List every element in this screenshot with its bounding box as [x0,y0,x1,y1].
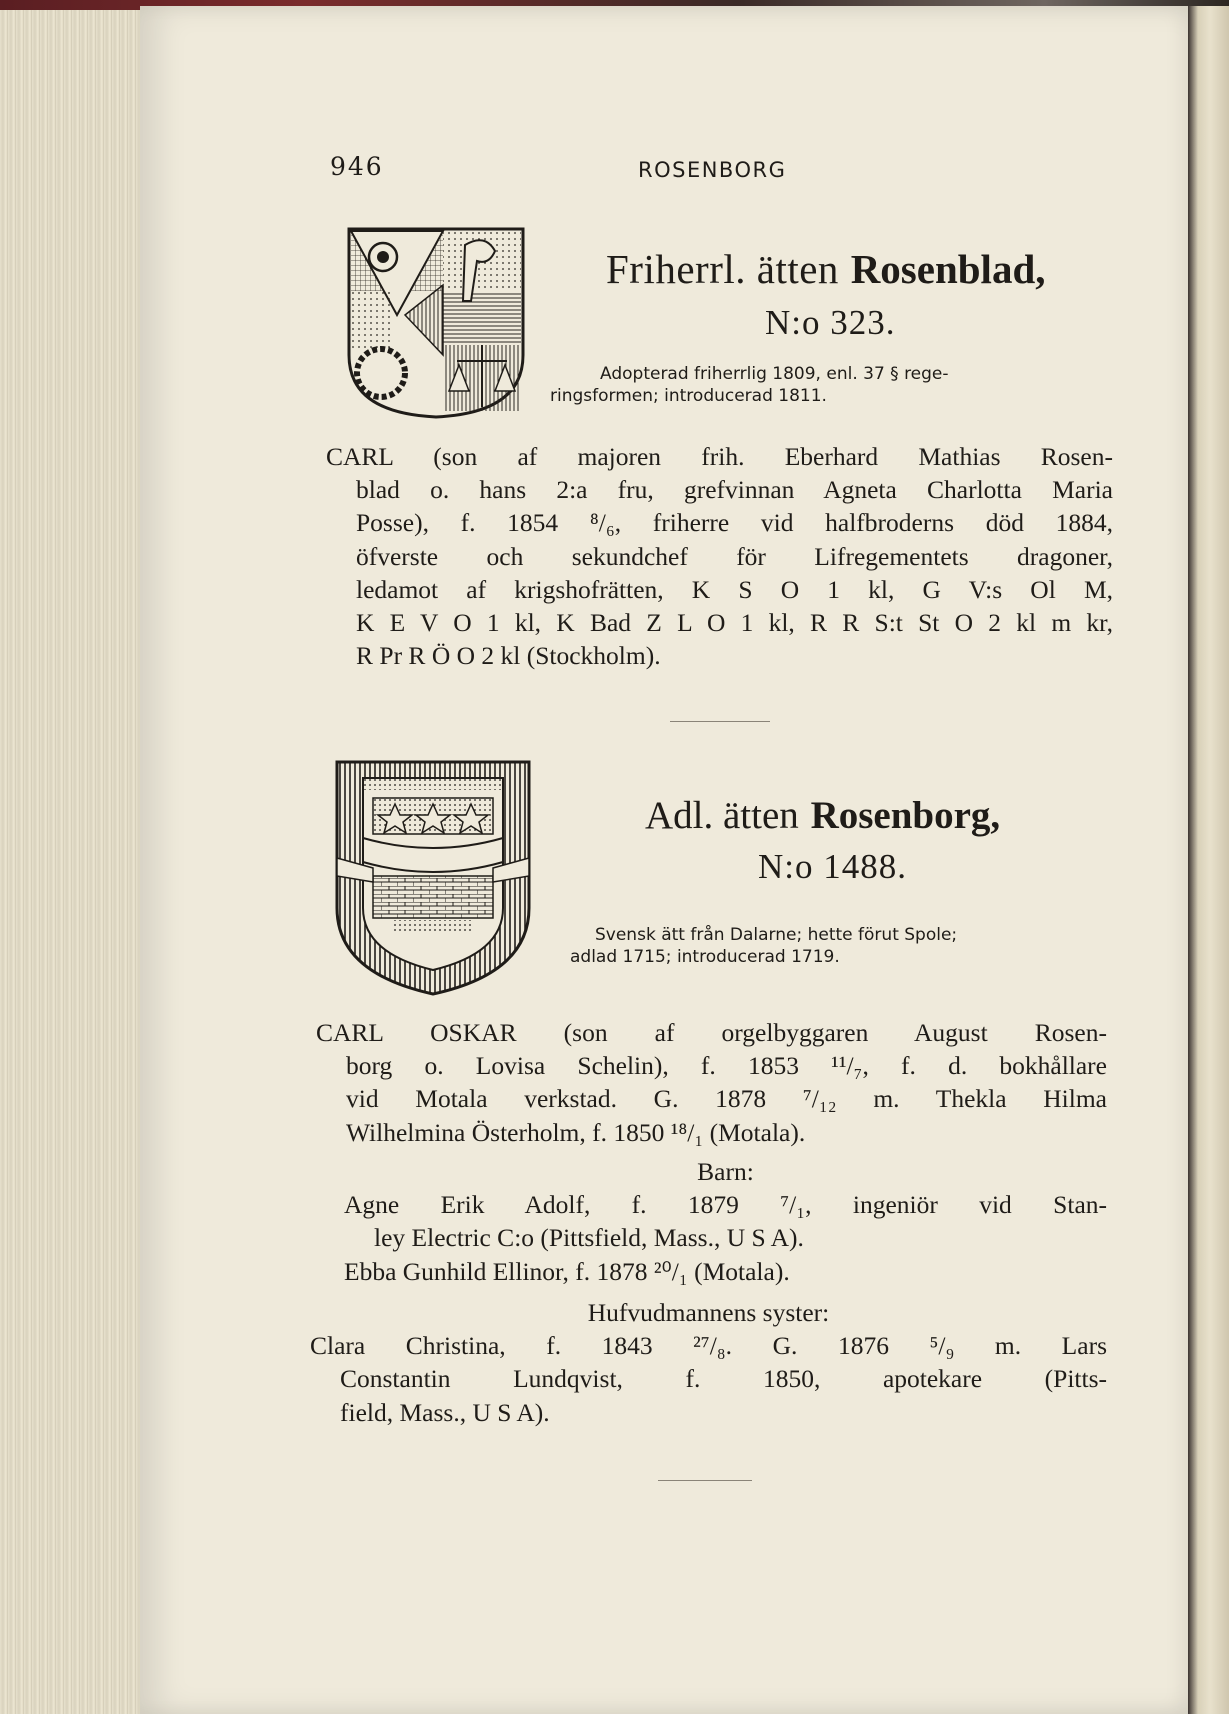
entry-title [606,245,1046,293]
sibling-line: field, Mass., U S A). [340,1397,550,1427]
entry-house-name: Rosenblad, [850,246,1046,292]
sibling-line: Clara Christina, f. 1843 ²⁷/₈. G. 1876 ⁵/₉ m. Lars [310,1331,1107,1361]
children-section [344,1155,1107,1288]
section-divider [670,721,770,722]
text-line: ledamot af krigshofrätten, K S O 1 kl, G V:s Ol M, [356,574,1113,604]
stacked-page-edges [0,10,150,1714]
child-line: ley Electric C:o (Pittsfield, Mass., U S A). [374,1223,804,1253]
siblings-section [310,1296,1107,1429]
entry-paragraph [326,440,1113,672]
entry-rank: Friherrl. ätten [606,246,839,292]
rosenborg-coat-of-arms-icon [333,758,533,998]
entry-rank: Adl. ätten [645,794,799,837]
text-line: K E V O 1 kl, K Bad Z L O 1 kl, R R S:t St O 2 kl m kr, [356,608,1113,638]
child-line: Agne Erik Adolf, f. 1879 ⁷/₁, ingeniör vid Stan- [344,1190,1107,1220]
text-line: CARL OSKAR (son af orgelbyggaren August Rosen- [316,1018,1107,1047]
child-line: Ebba Gunhild Ellinor, f. 1878 ²⁰/₁ (Motala). [344,1256,790,1286]
note-line: Svensk ätt från Dalarne; hette förut Spole; [595,925,958,945]
sibling-line: Constantin Lundqvist, f. 1850, apotekare (Pitts- [340,1364,1107,1394]
note-line: ringsformen; introducerad 1811. [550,386,827,406]
note-line: Adopterad friherrlig 1809, enl. 37 § rege- [600,364,949,384]
section-divider [658,1480,752,1481]
entry-title [645,793,1000,838]
text-line: Wilhelmina Österholm, f. 1850 ¹⁸/₁ (Motala). [346,1117,806,1147]
entry-note [570,924,1120,968]
right-page-edge [1188,6,1229,1714]
entry-number: N:o 323. [765,303,896,342]
siblings-heading: Hufvudmannens syster: [587,1298,830,1327]
entry-house-name: Rosenborg, [810,794,1001,837]
text-line: borg o. Lovisa Schelin), f. 1853 ¹¹/₇, f. d. bokhållare [346,1051,1107,1081]
rosenblad-coat-of-arms-icon [345,225,527,420]
entry-note [550,363,1120,407]
text-line: öfverste och sekundchef för Lifregementets dragoner, [356,541,1113,571]
text-line: R Pr R Ö O 2 kl (Stockholm). [356,641,661,671]
text-line: Posse), f. 1854 ⁸/₆, friherre vid halfbroderns död 1884, [356,508,1113,538]
text-line: vid Motala verkstad. G. 1878 ⁷/₁₂ m. Thekla Hilma [346,1084,1107,1114]
page-number: 946 [330,152,384,181]
entry-paragraph [316,1016,1107,1149]
text-line: CARL (son af majoren frih. Eberhard Mathias Rosen- [326,442,1113,471]
text-line: blad o. hans 2:a fru, grefvinnan Agneta Charlotta Maria [356,475,1113,505]
running-head: ROSENBORG [638,158,787,182]
note-line: adlad 1715; introducerad 1719. [570,947,840,967]
children-heading: Barn: [697,1157,754,1186]
entry-number: N:o 1488. [758,847,907,886]
